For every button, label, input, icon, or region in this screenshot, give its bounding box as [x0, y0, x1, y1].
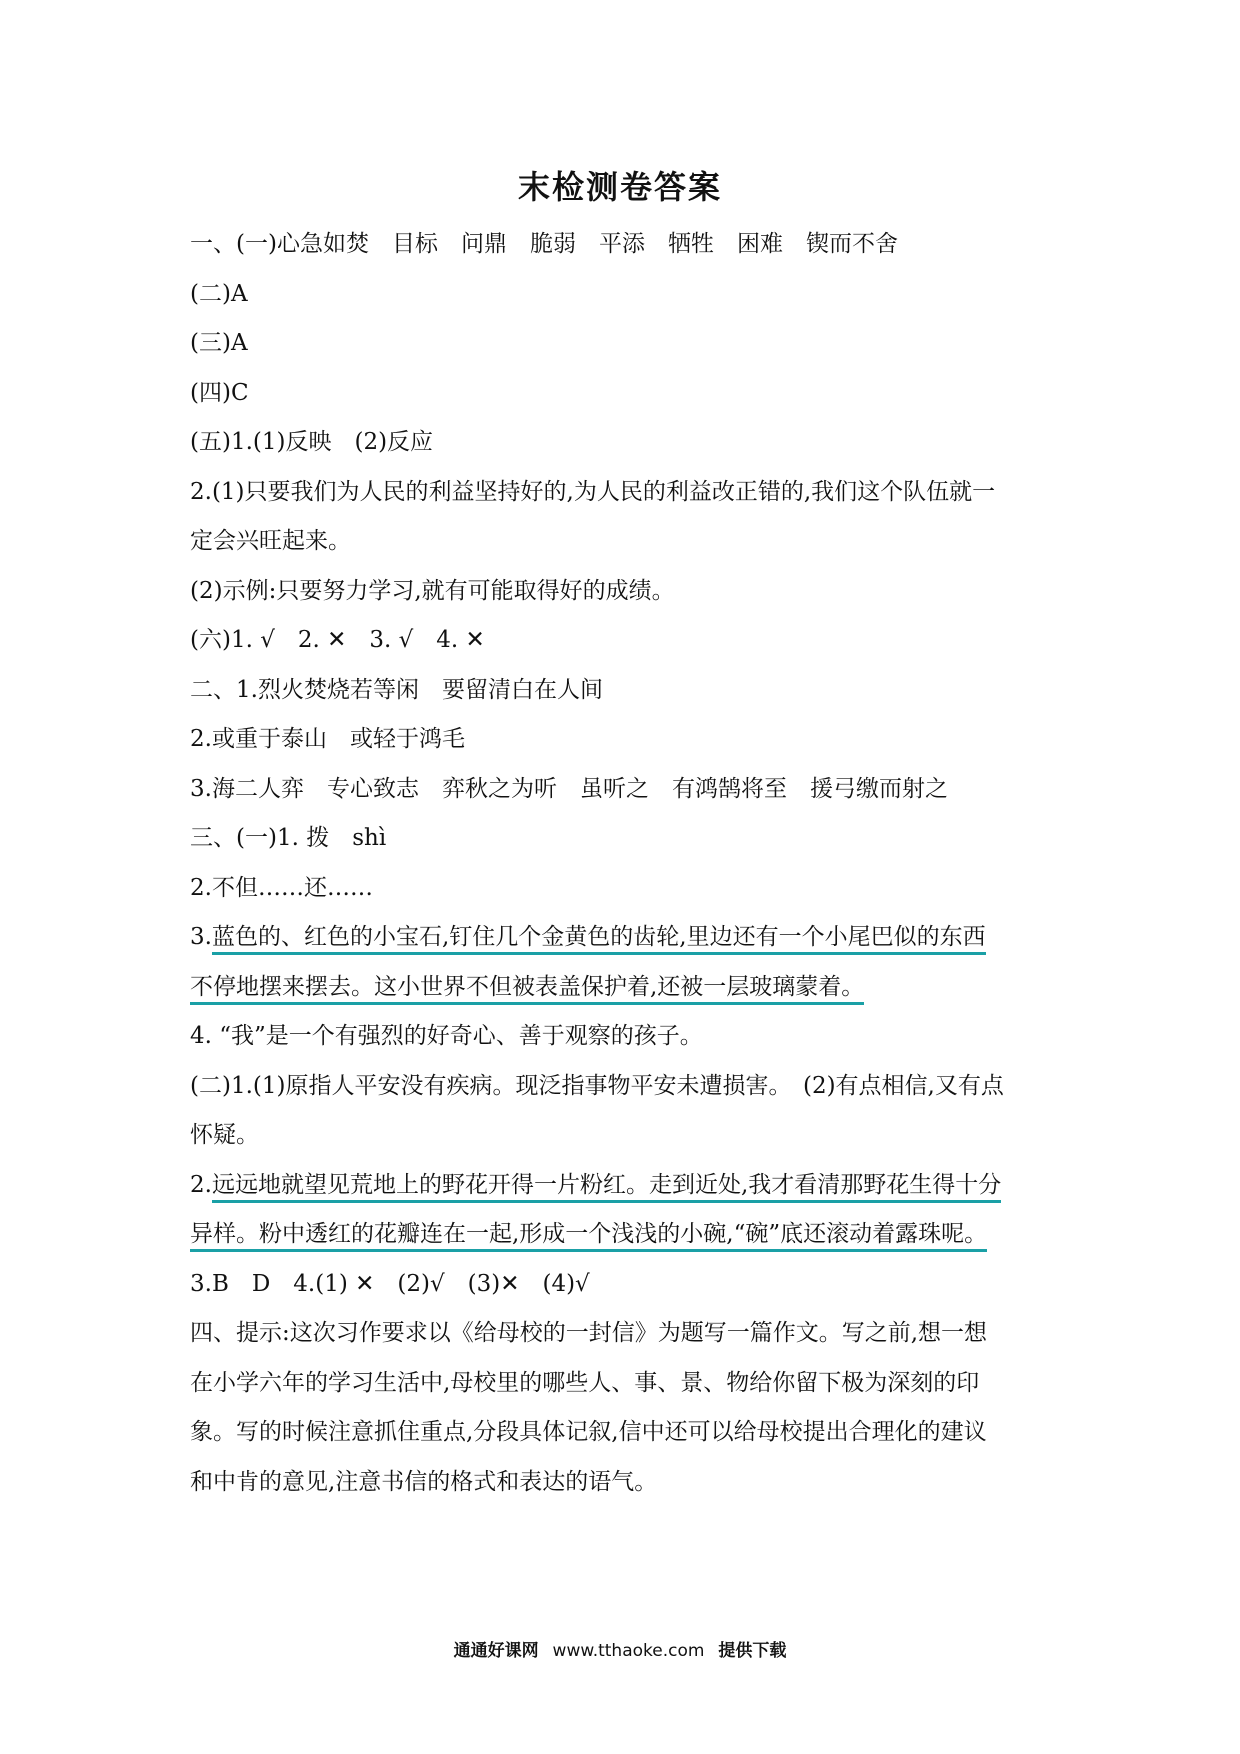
answer-line: 在小学六年的学习生活中,母校里的哪些人、事、景、物给你留下极为深刻的印	[190, 1369, 980, 1396]
answer-line: 象。写的时候注意抓住重点,分段具体记叙,信中还可以给母校提出合理化的建议	[190, 1419, 987, 1445]
answer-line: 和中肯的意见,注意书信的格式和表达的语气。	[190, 1468, 658, 1495]
answer-line: (五)1.(1)反映 (2)反应	[190, 429, 434, 455]
line-number: 3.	[190, 924, 212, 950]
answer-line: 2.或重于泰山 或轻于鸿毛	[190, 726, 465, 752]
page-title: 末检测卷答案	[517, 168, 722, 206]
footer-url[interactable]: www.tthaoke.com	[552, 1641, 705, 1661]
underlined-answer-text: 蓝色的、红色的小宝石,钉住几个金黄色的齿轮,里边还有一个小尾巴似的东西	[212, 924, 986, 955]
answer-line: (四)C	[190, 379, 249, 406]
underlined-answer-text: 远远地就望见荒地上的野花开得一片粉红。走到近处,我才看清那野花生得十分	[212, 1172, 1001, 1203]
answer-line: 怀疑。	[190, 1122, 259, 1148]
answer-line: 一、(一)心急如焚 目标 问鼎 脆弱 平添 牺牲 困难 锲而不舍	[190, 231, 898, 257]
answer-line: 4. “我”是一个有强烈的好奇心、善于观察的孩子。	[190, 1023, 703, 1049]
footer-suffix: 提供下载	[718, 1641, 787, 1661]
answer-line: 二、1.烈火焚烧若等闲 要留清白在人间	[190, 676, 603, 703]
answer-line: (二)A	[190, 280, 248, 307]
line-number: 2.	[190, 1171, 212, 1198]
answer-line: 3.海二人弈 专心致志 弈秋之为听 虽听之 有鸿鹄将至 援弓缴而射之	[190, 775, 948, 802]
answer-line: (二)1.(1)原指人平安没有疾病。现泛指事物平安未遭损害。 (2)有点相信,又有点	[190, 1072, 1004, 1099]
answer-line: (2)示例:只要努力学习,就有可能取得好的成绩。	[190, 577, 675, 604]
answer-line: 3.B D 4.(1) ✕ (2)√ (3)✕ (4)√	[190, 1270, 590, 1297]
answer-line: 定会兴旺起来。	[190, 528, 351, 554]
answer-line: 2.不但……还……	[190, 874, 373, 901]
underlined-answer-text: 不停地摆来摆去。这小世界不但被表盖保护着,还被一层玻璃蒙着。	[190, 974, 864, 1005]
answer-content	[190, 220, 1070, 1507]
underlined-answer-text: 异样。粉中透红的花瓣连在一起,形成一个浅浅的小碗,“碗”底还滚动着露珠呢。	[190, 1221, 987, 1252]
answer-line-underlined	[190, 913, 1070, 963]
answer-line-underlined	[190, 963, 1070, 1013]
answer-line: 四、提示:这次习作要求以《给母校的一封信》为题写一篇作文。写之前,想一想	[190, 1320, 988, 1346]
answer-line: (三)A	[190, 330, 248, 356]
page-footer	[0, 1636, 1240, 1661]
answer-line: (六)1. √ 2. ✕ 3. √ 4. ✕	[190, 627, 485, 653]
answer-line: 三、(一)1. 拨 shì	[190, 825, 387, 851]
answer-line: 2.(1)只要我们为人民的利益坚持好的,为人民的利益改正错的,我们这个队伍就一	[190, 478, 996, 505]
footer-brand: 通通好课网	[453, 1641, 539, 1661]
answer-line-underlined	[190, 1161, 1070, 1211]
answer-line-underlined	[190, 1210, 1070, 1260]
